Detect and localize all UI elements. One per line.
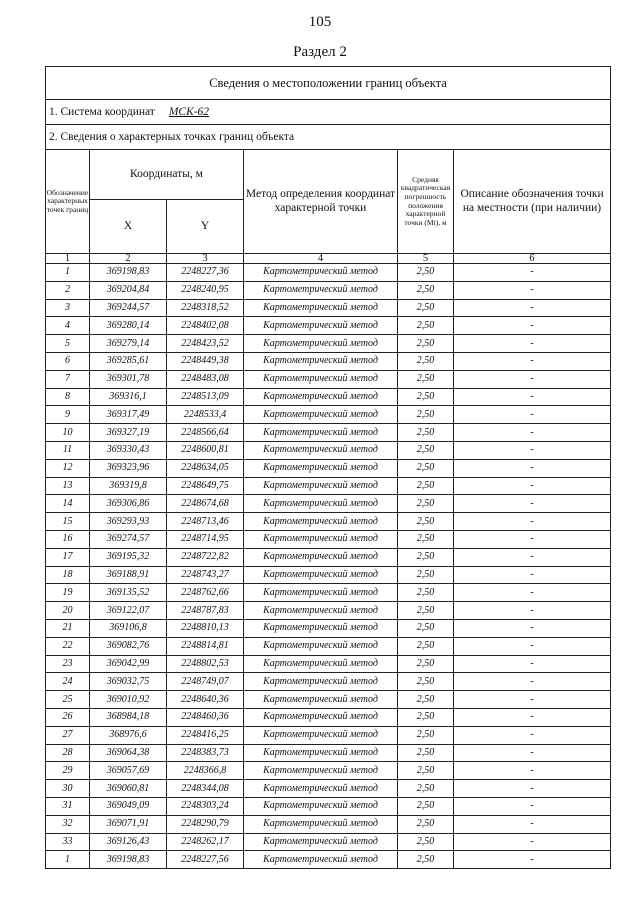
rmse-cell: 2,50 <box>398 780 454 798</box>
y-coordinate-cell: 2248600,81 <box>167 441 244 459</box>
x-coordinate-cell: 369106,8 <box>90 619 167 637</box>
y-coordinate-cell: 2248814,81 <box>167 637 244 655</box>
column-number: 2 <box>90 254 167 264</box>
method-cell: Картометрический метод <box>244 780 398 798</box>
table-row <box>46 780 611 798</box>
method-cell: Картометрический метод <box>244 477 398 495</box>
rmse-cell: 2,50 <box>398 851 454 869</box>
method-cell: Картометрический метод <box>244 513 398 531</box>
y-coordinate-cell: 2248513,09 <box>167 388 244 406</box>
table-row <box>46 708 611 726</box>
x-coordinate-cell: 369010,92 <box>90 691 167 709</box>
method-cell: Картометрический метод <box>244 797 398 815</box>
rmse-cell: 2,50 <box>398 335 454 353</box>
y-coordinate-cell: 2248640,36 <box>167 691 244 709</box>
point-number-cell: 15 <box>46 513 90 531</box>
x-coordinate-cell: 369319,8 <box>90 477 167 495</box>
method-cell: Картометрический метод <box>244 602 398 620</box>
column-number: 1 <box>46 254 90 264</box>
table-row <box>46 566 611 584</box>
method-cell: Картометрический метод <box>244 388 398 406</box>
rmse-cell: 2,50 <box>398 406 454 424</box>
method-cell: Картометрический метод <box>244 424 398 442</box>
header-description: Описание обозначения точки на местности (при наличии) <box>454 150 611 254</box>
table-row <box>46 762 611 780</box>
y-coordinate-cell: 2248262,17 <box>167 833 244 851</box>
description-cell: - <box>454 459 611 477</box>
x-coordinate-cell: 369126,43 <box>90 833 167 851</box>
y-coordinate-cell: 2248533,4 <box>167 406 244 424</box>
table-row <box>46 441 611 459</box>
y-coordinate-cell: 2248743,27 <box>167 566 244 584</box>
points-label: 2. Сведения о характерных точках границ объекта <box>46 125 611 150</box>
point-number-cell: 10 <box>46 424 90 442</box>
method-cell: Картометрический метод <box>244 317 398 335</box>
rmse-cell: 2,50 <box>398 708 454 726</box>
table-row <box>46 530 611 548</box>
point-number-cell: 25 <box>46 691 90 709</box>
rmse-cell: 2,50 <box>398 513 454 531</box>
point-number-cell: 4 <box>46 317 90 335</box>
rmse-cell: 2,50 <box>398 744 454 762</box>
point-number-cell: 14 <box>46 495 90 513</box>
y-coordinate-cell: 2248674,68 <box>167 495 244 513</box>
point-number-cell: 30 <box>46 780 90 798</box>
table-row <box>46 299 611 317</box>
point-number-cell: 19 <box>46 584 90 602</box>
method-cell: Картометрический метод <box>244 548 398 566</box>
point-number-cell: 32 <box>46 815 90 833</box>
table-row <box>46 477 611 495</box>
rmse-cell: 2,50 <box>398 762 454 780</box>
x-coordinate-cell: 369279,14 <box>90 335 167 353</box>
table-title: Сведения о местоположении границ объекта <box>46 67 611 100</box>
x-coordinate-cell: 369057,69 <box>90 762 167 780</box>
y-coordinate-cell: 2248802,53 <box>167 655 244 673</box>
description-cell: - <box>454 281 611 299</box>
y-coordinate-cell: 2248713,46 <box>167 513 244 531</box>
rmse-cell: 2,50 <box>398 299 454 317</box>
method-cell: Картометрический метод <box>244 441 398 459</box>
table-row <box>46 815 611 833</box>
point-number-cell: 1 <box>46 264 90 282</box>
description-cell: - <box>454 780 611 798</box>
y-coordinate-cell: 2248227,36 <box>167 264 244 282</box>
description-cell: - <box>454 477 611 495</box>
rmse-cell: 2,50 <box>398 637 454 655</box>
table-row <box>46 388 611 406</box>
x-coordinate-cell: 369327,19 <box>90 424 167 442</box>
description-cell: - <box>454 762 611 780</box>
rmse-cell: 2,50 <box>398 797 454 815</box>
point-number-cell: 17 <box>46 548 90 566</box>
x-coordinate-cell: 369316,1 <box>90 388 167 406</box>
rmse-cell: 2,50 <box>398 495 454 513</box>
point-number-cell: 3 <box>46 299 90 317</box>
description-cell: - <box>454 726 611 744</box>
point-number-cell: 28 <box>46 744 90 762</box>
table-row <box>46 619 611 637</box>
method-cell: Картометрический метод <box>244 619 398 637</box>
description-cell: - <box>454 708 611 726</box>
x-coordinate-cell: 369064,38 <box>90 744 167 762</box>
x-coordinate-cell: 369244,57 <box>90 299 167 317</box>
method-cell: Картометрический метод <box>244 370 398 388</box>
y-coordinate-cell: 2248402,08 <box>167 317 244 335</box>
header-method: Метод определения координат характерной точки <box>244 150 398 254</box>
y-coordinate-cell: 2248762,66 <box>167 584 244 602</box>
point-number-cell: 1 <box>46 851 90 869</box>
rmse-cell: 2,50 <box>398 833 454 851</box>
y-coordinate-cell: 2248383,73 <box>167 744 244 762</box>
section-title: Раздел 2 <box>293 44 347 60</box>
description-cell: - <box>454 264 611 282</box>
description-cell: - <box>454 833 611 851</box>
coord-system-label: 1. Система координат <box>49 106 155 118</box>
x-coordinate-cell: 369082,76 <box>90 637 167 655</box>
method-cell: Картометрический метод <box>244 691 398 709</box>
y-coordinate-cell: 2248303,24 <box>167 797 244 815</box>
y-coordinate-cell: 2248566,64 <box>167 424 244 442</box>
point-number-cell: 26 <box>46 708 90 726</box>
point-number-cell: 2 <box>46 281 90 299</box>
rmse-cell: 2,50 <box>398 726 454 744</box>
y-coordinate-cell: 2248787,83 <box>167 602 244 620</box>
rmse-cell: 2,50 <box>398 673 454 691</box>
point-number-cell: 22 <box>46 637 90 655</box>
rmse-cell: 2,50 <box>398 352 454 370</box>
coord-system-value: МСК-62 <box>168 106 210 118</box>
point-number-cell: 23 <box>46 655 90 673</box>
point-number-cell: 6 <box>46 352 90 370</box>
method-cell: Картометрический метод <box>244 495 398 513</box>
table-row <box>46 673 611 691</box>
x-coordinate-cell: 369049,09 <box>90 797 167 815</box>
page-number: 105 <box>308 14 332 30</box>
point-number-cell: 31 <box>46 797 90 815</box>
method-cell: Картометрический метод <box>244 299 398 317</box>
rmse-cell: 2,50 <box>398 370 454 388</box>
description-cell: - <box>454 548 611 566</box>
description-cell: - <box>454 815 611 833</box>
method-cell: Картометрический метод <box>244 815 398 833</box>
x-coordinate-cell: 369060,81 <box>90 780 167 798</box>
description-cell: - <box>454 441 611 459</box>
table-row <box>46 851 611 869</box>
method-cell: Картометрический метод <box>244 762 398 780</box>
rmse-cell: 2,50 <box>398 281 454 299</box>
x-coordinate-cell: 369280,14 <box>90 317 167 335</box>
x-coordinate-cell: 369198,83 <box>90 264 167 282</box>
point-number-cell: 27 <box>46 726 90 744</box>
point-number-cell: 5 <box>46 335 90 353</box>
method-cell: Картометрический метод <box>244 459 398 477</box>
method-cell: Картометрический метод <box>244 851 398 869</box>
description-cell: - <box>454 335 611 353</box>
rmse-cell: 2,50 <box>398 317 454 335</box>
x-coordinate-cell: 369071,91 <box>90 815 167 833</box>
description-cell: - <box>454 619 611 637</box>
rmse-cell: 2,50 <box>398 619 454 637</box>
y-coordinate-cell: 2248290,79 <box>167 815 244 833</box>
description-cell: - <box>454 691 611 709</box>
point-number-cell: 8 <box>46 388 90 406</box>
x-coordinate-cell: 369306,86 <box>90 495 167 513</box>
method-cell: Картометрический метод <box>244 833 398 851</box>
rmse-cell: 2,50 <box>398 441 454 459</box>
method-cell: Картометрический метод <box>244 708 398 726</box>
y-coordinate-cell: 2248416,25 <box>167 726 244 744</box>
rmse-cell: 2,50 <box>398 602 454 620</box>
y-coordinate-cell: 2248483,08 <box>167 370 244 388</box>
x-coordinate-cell: 369323,96 <box>90 459 167 477</box>
rmse-cell: 2,50 <box>398 584 454 602</box>
y-coordinate-cell: 2248714,95 <box>167 530 244 548</box>
description-cell: - <box>454 513 611 531</box>
table-row <box>46 352 611 370</box>
column-number: 5 <box>398 254 454 264</box>
description-cell: - <box>454 566 611 584</box>
rmse-cell: 2,50 <box>398 691 454 709</box>
y-coordinate-cell: 2248318,52 <box>167 299 244 317</box>
point-number-cell: 13 <box>46 477 90 495</box>
x-coordinate-cell: 369135,52 <box>90 584 167 602</box>
point-number-cell: 33 <box>46 833 90 851</box>
table-row <box>46 797 611 815</box>
description-cell: - <box>454 388 611 406</box>
rmse-cell: 2,50 <box>398 655 454 673</box>
point-number-cell: 11 <box>46 441 90 459</box>
column-number: 6 <box>454 254 611 264</box>
description-cell: - <box>454 317 611 335</box>
table-row <box>46 726 611 744</box>
rmse-cell: 2,50 <box>398 388 454 406</box>
description-cell: - <box>454 495 611 513</box>
method-cell: Картометрический метод <box>244 637 398 655</box>
y-coordinate-cell: 2248810,13 <box>167 619 244 637</box>
y-coordinate-cell: 2248423,52 <box>167 335 244 353</box>
table-row <box>46 335 611 353</box>
rmse-cell: 2,50 <box>398 548 454 566</box>
method-cell: Картометрический метод <box>244 655 398 673</box>
description-cell: - <box>454 851 611 869</box>
description-cell: - <box>454 406 611 424</box>
description-cell: - <box>454 637 611 655</box>
description-cell: - <box>454 370 611 388</box>
x-coordinate-cell: 368976,6 <box>90 726 167 744</box>
rmse-cell: 2,50 <box>398 459 454 477</box>
x-coordinate-cell: 369285,61 <box>90 352 167 370</box>
point-number-cell: 29 <box>46 762 90 780</box>
description-cell: - <box>454 352 611 370</box>
column-number: 3 <box>167 254 244 264</box>
point-number-cell: 20 <box>46 602 90 620</box>
method-cell: Картометрический метод <box>244 584 398 602</box>
description-cell: - <box>454 797 611 815</box>
table-row <box>46 744 611 762</box>
table-row <box>46 406 611 424</box>
table-row <box>46 584 611 602</box>
table-row <box>46 548 611 566</box>
method-cell: Картометрический метод <box>244 335 398 353</box>
rmse-cell: 2,50 <box>398 566 454 584</box>
coord-system-line <box>46 100 611 125</box>
table-row <box>46 513 611 531</box>
method-cell: Картометрический метод <box>244 264 398 282</box>
column-number: 4 <box>244 254 398 264</box>
table-row <box>46 495 611 513</box>
x-coordinate-cell: 369330,43 <box>90 441 167 459</box>
method-cell: Картометрический метод <box>244 673 398 691</box>
x-coordinate-cell: 369198,83 <box>90 851 167 869</box>
x-coordinate-cell: 369195,32 <box>90 548 167 566</box>
point-number-cell: 12 <box>46 459 90 477</box>
y-coordinate-cell: 2248366,8 <box>167 762 244 780</box>
boundary-table <box>45 66 611 869</box>
table-row <box>46 655 611 673</box>
y-coordinate-cell: 2248449,38 <box>167 352 244 370</box>
x-coordinate-cell: 369204,84 <box>90 281 167 299</box>
method-cell: Картометрический метод <box>244 352 398 370</box>
table-row <box>46 317 611 335</box>
y-coordinate-cell: 2248344,08 <box>167 780 244 798</box>
rmse-cell: 2,50 <box>398 264 454 282</box>
y-coordinate-cell: 2248227,56 <box>167 851 244 869</box>
description-cell: - <box>454 299 611 317</box>
y-coordinate-cell: 2248460,36 <box>167 708 244 726</box>
table-row <box>46 459 611 477</box>
point-number-cell: 9 <box>46 406 90 424</box>
description-cell: - <box>454 673 611 691</box>
method-cell: Картометрический метод <box>244 726 398 744</box>
x-coordinate-cell: 369301,78 <box>90 370 167 388</box>
table-row <box>46 264 611 282</box>
y-coordinate-cell: 2248634,05 <box>167 459 244 477</box>
table-row <box>46 370 611 388</box>
header-rmse: Средняя квадратическая погрешность положения характерной точки (Mt), м <box>398 150 454 254</box>
x-coordinate-cell: 369122,07 <box>90 602 167 620</box>
description-cell: - <box>454 744 611 762</box>
point-number-cell: 16 <box>46 530 90 548</box>
table-row <box>46 424 611 442</box>
table-row <box>46 833 611 851</box>
method-cell: Картометрический метод <box>244 744 398 762</box>
point-number-cell: 18 <box>46 566 90 584</box>
rmse-cell: 2,50 <box>398 530 454 548</box>
description-cell: - <box>454 424 611 442</box>
description-cell: - <box>454 584 611 602</box>
y-coordinate-cell: 2248722,82 <box>167 548 244 566</box>
y-coordinate-cell: 2248749,07 <box>167 673 244 691</box>
x-coordinate-cell: 369274,57 <box>90 530 167 548</box>
point-number-cell: 21 <box>46 619 90 637</box>
x-coordinate-cell: 369032,75 <box>90 673 167 691</box>
method-cell: Картометрический метод <box>244 566 398 584</box>
x-coordinate-cell: 369293,93 <box>90 513 167 531</box>
method-cell: Картометрический метод <box>244 530 398 548</box>
rmse-cell: 2,50 <box>398 424 454 442</box>
description-cell: - <box>454 530 611 548</box>
point-number-cell: 24 <box>46 673 90 691</box>
method-cell: Картометрический метод <box>244 281 398 299</box>
header-coordinates: Координаты, м <box>90 150 244 200</box>
method-cell: Картометрический метод <box>244 406 398 424</box>
x-coordinate-cell: 369317,49 <box>90 406 167 424</box>
x-coordinate-cell: 368984,18 <box>90 708 167 726</box>
y-coordinate-cell: 2248649,75 <box>167 477 244 495</box>
header-y: Y <box>167 200 244 254</box>
x-coordinate-cell: 369188,91 <box>90 566 167 584</box>
description-cell: - <box>454 655 611 673</box>
point-number-cell: 7 <box>46 370 90 388</box>
description-cell: - <box>454 602 611 620</box>
table-row <box>46 281 611 299</box>
header-point-designation: Обозначение характерных точек границ <box>46 150 90 254</box>
x-coordinate-cell: 369042,99 <box>90 655 167 673</box>
rmse-cell: 2,50 <box>398 477 454 495</box>
y-coordinate-cell: 2248240,95 <box>167 281 244 299</box>
column-number-row <box>46 254 611 264</box>
table-row <box>46 691 611 709</box>
table-row <box>46 637 611 655</box>
table-row <box>46 602 611 620</box>
rmse-cell: 2,50 <box>398 815 454 833</box>
header-x: X <box>90 200 167 254</box>
